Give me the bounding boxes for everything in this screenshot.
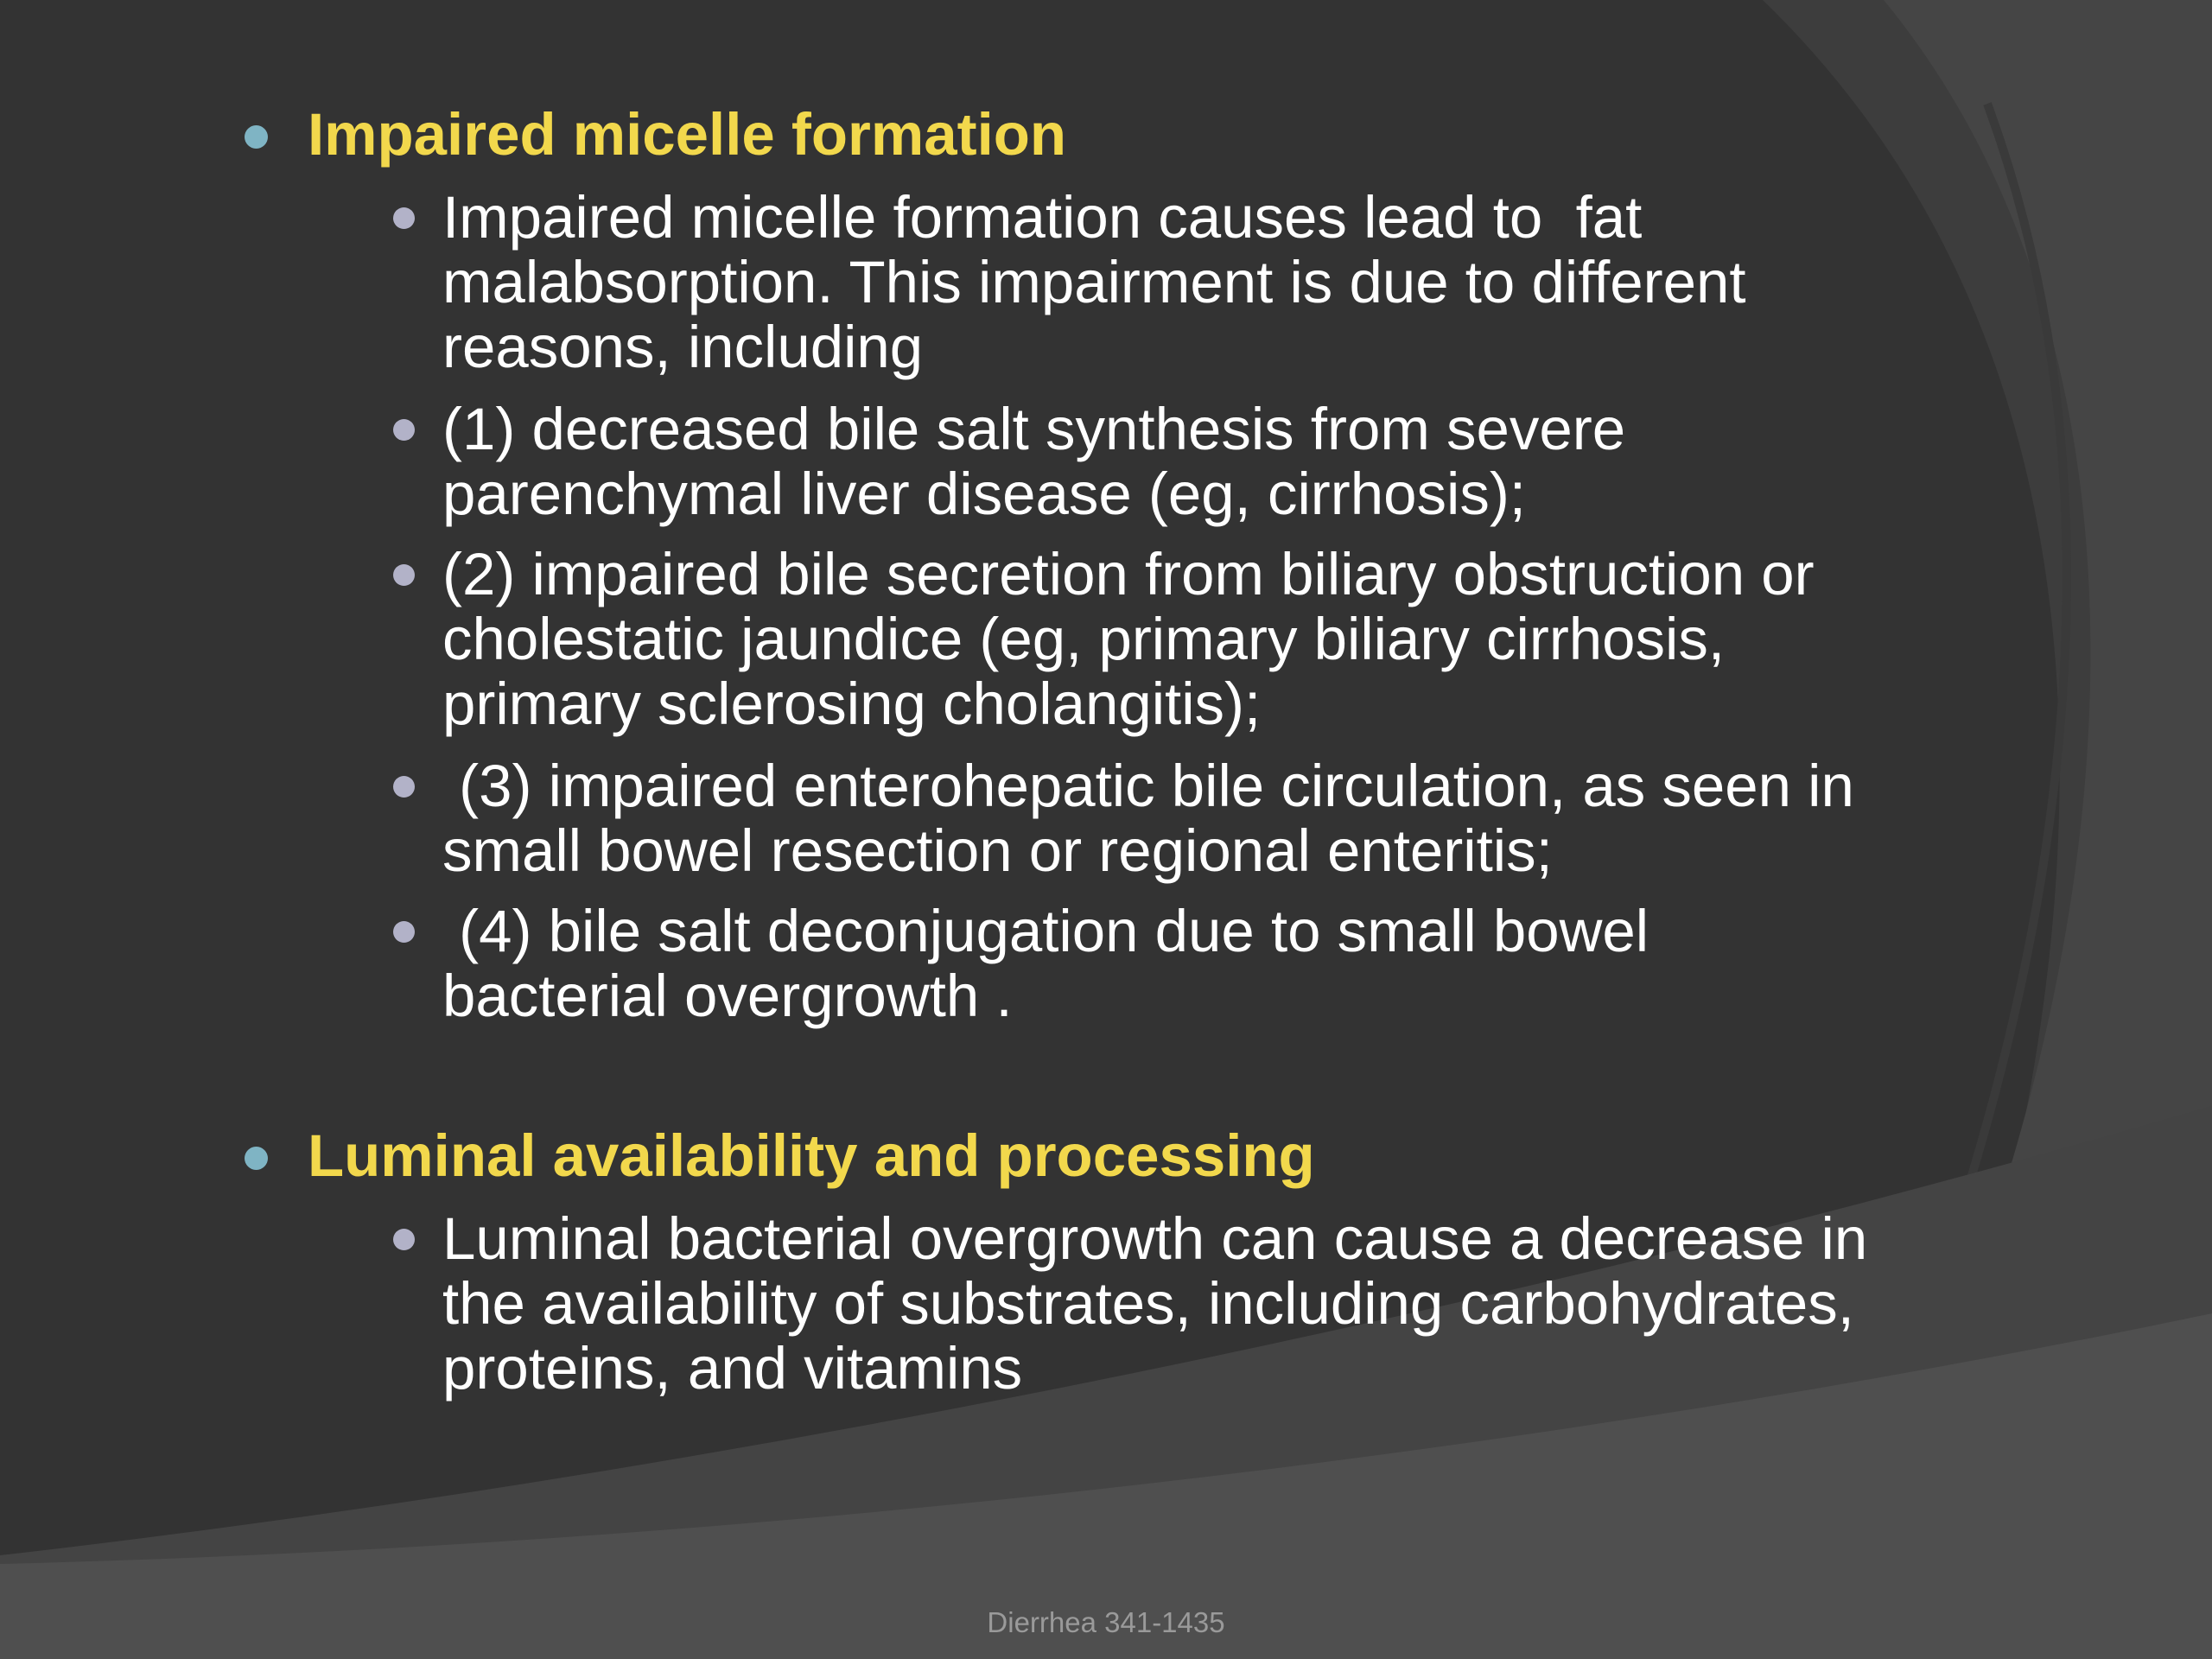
bullet-text-line: Impaired micelle formation causes lead to fat — [442, 184, 1643, 251]
bullet-text-line: (4) bile salt deconjugation due to small bowel — [442, 898, 1649, 964]
bullet-text-line: reasons, including — [442, 314, 924, 380]
bullet-text-line: proteins, and vitamins — [442, 1335, 1023, 1402]
bullet-text-line: cholestatic jaundice (eg, primary biliary cirrhosis, — [442, 606, 1726, 672]
bullet-text-line: small bowel resection or regional enteritis; — [442, 817, 1553, 884]
section-heading: Luminal availability and processing — [308, 1122, 1315, 1189]
bullet-text-line: (1) decreased bile salt synthesis from severe — [442, 396, 1626, 462]
bullet-icon — [393, 207, 415, 229]
bullet-text-line: (3) impaired enterohepatic bile circulation, as seen in — [442, 753, 1854, 819]
bullet-text-line: (2) impaired bile secretion from biliary obstruction or — [442, 541, 1815, 607]
slide-footer: Dierrhea 341-1435 — [987, 1606, 1225, 1638]
bullet-text-line: the availability of substrates, including carbohydrates, — [442, 1270, 1854, 1337]
heading-bullet-icon — [245, 125, 268, 149]
bullet-icon — [393, 776, 415, 798]
bullet-icon — [393, 1229, 415, 1250]
bullet-text-line: Luminal bacterial overgrowth can cause a decrease in — [442, 1205, 1868, 1272]
heading-bullet-icon — [245, 1147, 268, 1170]
bullet-icon — [393, 419, 415, 441]
bullet-text-line: parenchymal liver disease (eg, cirrhosis); — [442, 461, 1526, 527]
section-heading: Impaired micelle formation — [308, 101, 1067, 168]
bullet-text-line: primary sclerosing cholangitis); — [442, 671, 1262, 737]
bullet-icon — [393, 921, 415, 943]
bullet-icon — [393, 564, 415, 586]
bullet-text-line: malabsorption. This impairment is due to different — [442, 249, 1746, 315]
bullet-text-line: bacterial overgrowth . — [442, 963, 1013, 1029]
